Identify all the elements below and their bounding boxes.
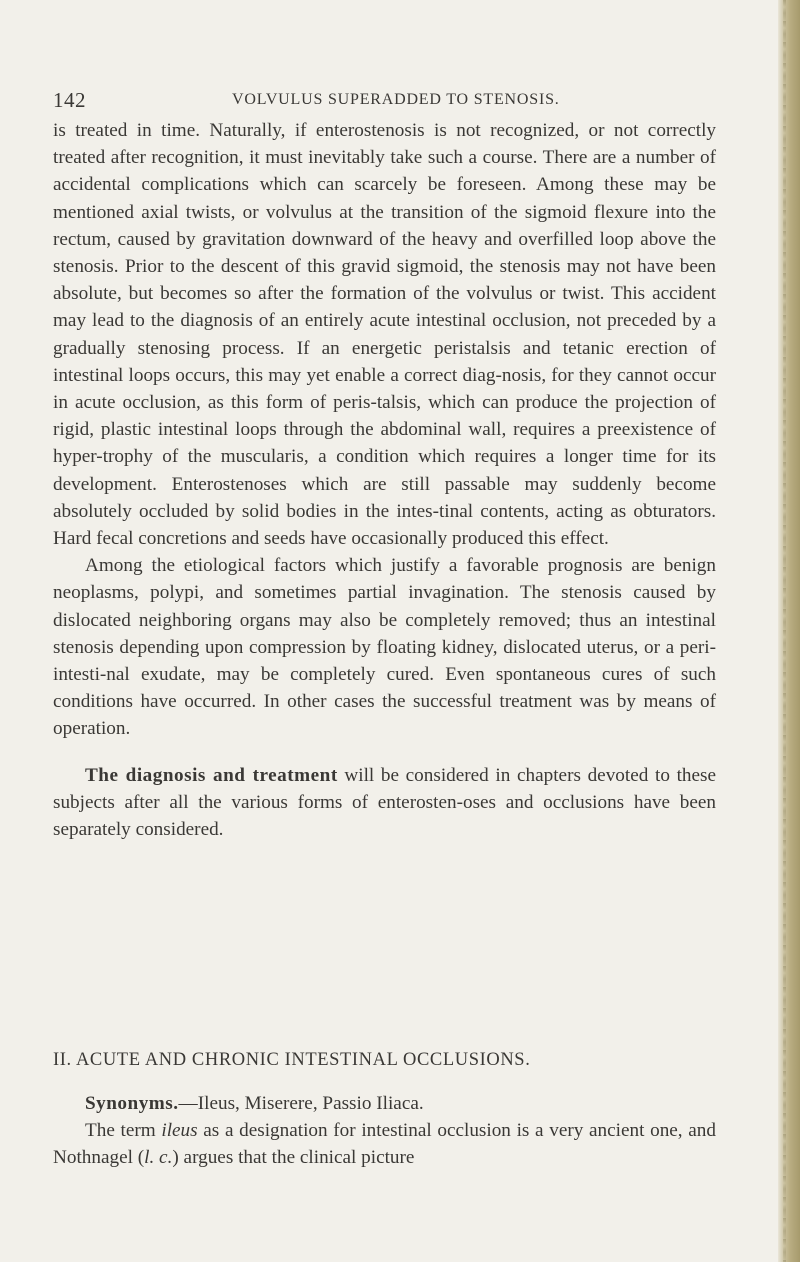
page-header <box>53 88 743 114</box>
paragraph-2: Among the etiological factors which justify a favorable prognosis are benign neoplasms, polypi, and sometimes partial invagination. The stenosis caused by dislocated neighboring organs may also be completely removed; thus an intestinal stenosis depending upon compression by floating kidney, dislocated uterus, or a peri-intesti-nal exudate, may be completely cured. Even spontaneous cures of such conditions have occurred. In other cases the successful treatment was by means of operation. <box>53 555 716 740</box>
paragraph-4-part-c: ) argues that the clinical picture <box>172 1147 415 1169</box>
ileus-term: ileus <box>161 1120 198 1142</box>
paragraph-4 <box>53 1117 716 1171</box>
paragraph-1: is treated in time. Naturally, if enterostenosis is not recognized, or not correctly treated after recognition, it must inevitably take such a course. There are a number of accidental complications which can scarcely be foreseen. Among these may be mentioned axial twists, or volvulus at the transition of the sigmoid flexure into the rectum, caused by gravitation downward of the heavy and overfilled loop above the stenosis. Prior to the descent of this gravid sigmoid, the stenosis may not have been absolute, but becomes so after the formation of the volvulus or twist. This accident may lead to the diagnosis of an entirely acute intestinal occlusion, not preceded by a gradually stenosing process. If an energetic peristalsis and tetanic erection of intestinal loops occurs, this may yet enable a correct diag-nosis, for they cannot occur in acute occlusion, as this form of peris-talsis, which can produce the projection of rigid, plastic intestinal loops through the abdominal wall, requires a preexistence of hyper-trophy of the muscularis, a condition which requires a longer time for its development. Enterostenoses which are still passable may suddenly become absolutely occluded by solid bodies in the intes-tinal contents, acting as obturators. Hard fecal concretions and seeds have occasionally produced this effect. <box>53 120 716 550</box>
citation-loc-cit: l. c. <box>144 1147 173 1169</box>
synonyms-text: —Ileus, Miserere, Passio Iliaca. <box>178 1093 424 1114</box>
running-head: VOLVULUS SUPERADDED TO STENOSIS. <box>232 91 560 108</box>
paragraph-3 <box>53 762 716 844</box>
section-heading: II. ACUTE AND CHRONIC INTESTINAL OCCLUSIONS. <box>53 1050 531 1070</box>
section-body <box>53 1090 716 1172</box>
synonyms-lead-in: Synonyms. <box>85 1093 179 1114</box>
diagnosis-lead-in: The diagnosis and treatment <box>85 764 338 786</box>
body-text <box>53 117 716 843</box>
page-number: 142 <box>53 88 86 112</box>
page-edge-shadow <box>778 0 800 1262</box>
paragraph-3-text: will be considered in chapters devoted to these subjects after all the various forms of enterosten-oses and occlusions have been separately considered. <box>53 764 716 841</box>
paragraph-4-part-a: The term <box>85 1120 162 1142</box>
synonyms-line <box>53 1090 716 1117</box>
paragraph-4-part-b: as a designation for intestinal occlusion is a very ancient one, and Nothnagel ( <box>53 1120 716 1169</box>
